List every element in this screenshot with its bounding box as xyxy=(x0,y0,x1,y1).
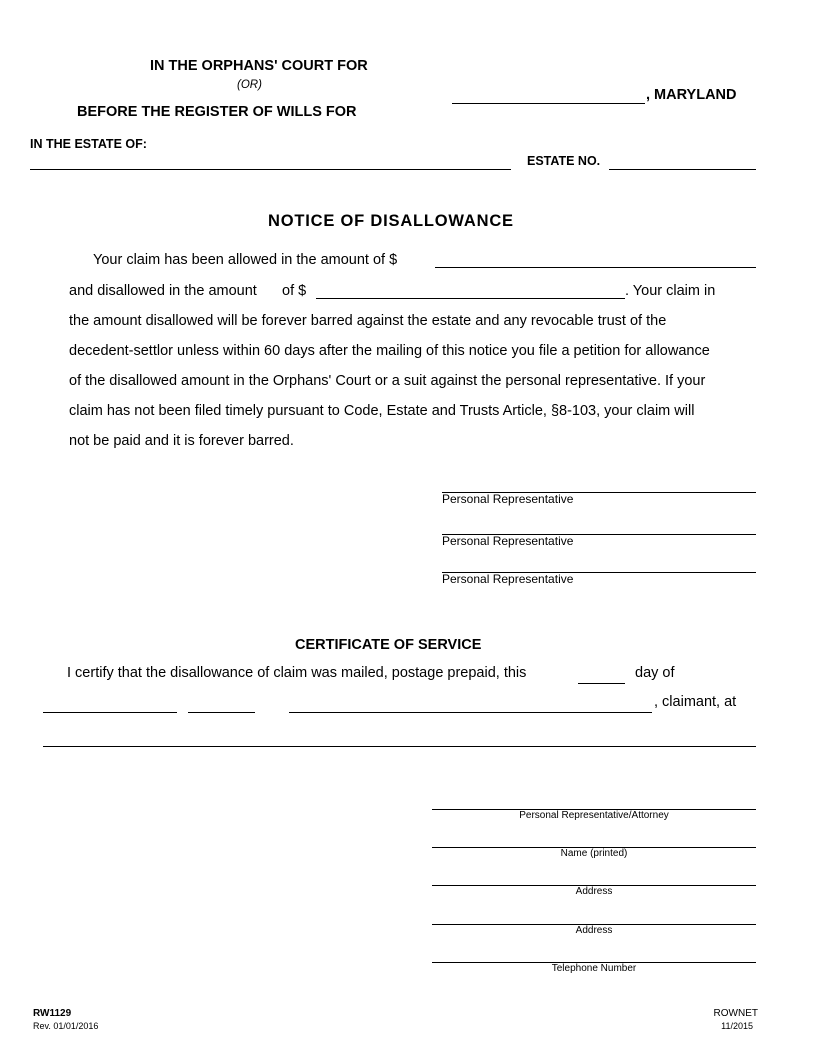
certificate-line-1b: day of xyxy=(635,665,675,681)
estate-of-label: IN THE ESTATE OF: xyxy=(30,137,147,151)
address-label-2: Address xyxy=(575,925,613,936)
revision-date: Rev. 01/01/2016 xyxy=(33,1021,99,1031)
pr-label-1: Personal Representative xyxy=(442,492,574,506)
estate-no-label: ESTATE NO. xyxy=(527,154,601,168)
allowed-amount-field[interactable] xyxy=(435,267,756,268)
address-label-1: Address xyxy=(575,886,613,897)
day-field[interactable] xyxy=(578,683,625,684)
pr-label-2: Personal Representative xyxy=(442,534,574,548)
notice-line-1: Your claim has been allowed in the amount of $ xyxy=(93,252,398,268)
notice-line-4: decedent-settlor unless within 60 days after the mailing of this notice you file a petition for allowance xyxy=(69,343,710,359)
claimant-name-field[interactable] xyxy=(289,712,652,713)
county-field[interactable] xyxy=(452,103,645,104)
disallowed-amount-field[interactable] xyxy=(316,298,625,299)
name-printed-label: Name (printed) xyxy=(560,848,628,859)
telephone-label: Telephone Number xyxy=(551,963,637,974)
certificate-line-2-suffix: , claimant, at xyxy=(654,694,737,710)
form-number: RW1129 xyxy=(33,1008,72,1019)
attorney-label: Personal Representative/Attorney xyxy=(519,810,669,821)
certificate-title: CERTIFICATE OF SERVICE xyxy=(295,637,482,653)
certificate-line-1a: I certify that the disallowance of claim was mailed, postage prepaid, this xyxy=(67,665,527,681)
year-field[interactable] xyxy=(188,712,255,713)
maryland-label: , MARYLAND xyxy=(646,87,737,103)
court-line: IN THE ORPHANS' COURT FOR xyxy=(150,58,368,74)
claimant-address-field[interactable] xyxy=(43,746,756,747)
pr-label-3: Personal Representative xyxy=(442,572,574,586)
notice-line-7: not be paid and it is forever barred. xyxy=(69,433,294,449)
notice-line-6: claim has not been filed timely pursuant to Code, Estate and Trusts Article, §8-103, your claim will xyxy=(69,403,695,419)
source-date: 11/2015 xyxy=(721,1021,753,1031)
register-line: BEFORE THE REGISTER OF WILLS FOR xyxy=(77,104,357,120)
source-label: ROWNET xyxy=(713,1008,758,1019)
month-field[interactable] xyxy=(43,712,177,713)
notice-title: NOTICE OF DISALLOWANCE xyxy=(268,212,514,230)
notice-line-2c: . Your claim in xyxy=(625,283,716,299)
notice-line-5: of the disallowed amount in the Orphans' Court or a suit against the personal representative. If your xyxy=(69,373,706,389)
estate-name-field[interactable] xyxy=(30,169,511,170)
estate-no-field[interactable] xyxy=(609,169,756,170)
notice-line-2a: and disallowed in the amount xyxy=(69,283,257,299)
or-line: (OR) xyxy=(237,79,262,91)
notice-line-3: the amount disallowed will be forever barred against the estate and any revocable trust of the xyxy=(69,313,667,329)
notice-line-2b: of $ xyxy=(282,283,307,299)
